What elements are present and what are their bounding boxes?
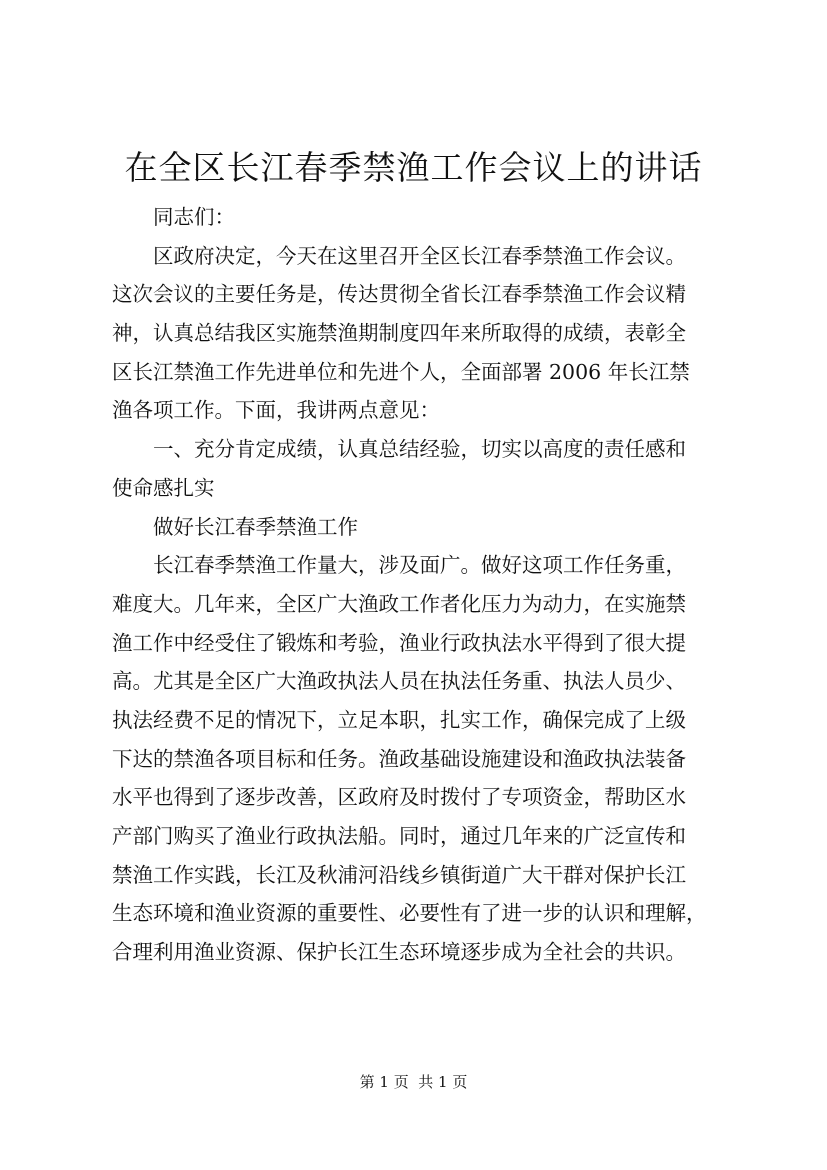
paragraph-line: 渔各项工作。下面，我讲两点意见：: [112, 398, 440, 423]
paragraph-line: 渔工作中经受住了锻炼和考验，渔业行政执法水平得到了很大提: [112, 630, 686, 655]
page-number-footer: 第 1 页 共 1 页: [359, 1073, 468, 1091]
paragraph-line: 合理利用渔业资源、保护长江生态环境逐步成为全社会的共识。: [112, 940, 686, 965]
paragraph-line: 高。尤其是全区广大渔政执法人员在执法任务重、执法人员少、: [112, 669, 686, 694]
section-heading-line: 一、充分肯定成绩，认真总结经验，切实以高度的责任感和: [153, 437, 686, 462]
paragraph-line: 执法经费不足的情况下，立足本职，扎实工作，确保完成了上级: [112, 707, 686, 732]
section-heading-line: 做好长江春季禁渔工作: [153, 514, 358, 539]
section-heading-line: 使命感扎实: [112, 475, 215, 500]
document-title: 在全区长江春季禁渔工作会议上的讲话: [124, 148, 703, 187]
paragraph-line: 产部门购买了渔业行政执法船。同时，通过几年来的广泛宣传和: [112, 824, 686, 848]
paragraph-line: 这次会议的主要任务是，传达贯彻全省长江春季禁渔工作会议精: [112, 282, 686, 307]
paragraph-line: 神，认真总结我区实施禁渔期制度四年来所取得的成绩，表彰全: [112, 321, 686, 346]
paragraph-line: 长江春季禁渔工作量大，涉及面广。做好这项工作任务重，: [153, 553, 686, 578]
document-body: [112, 198, 740, 972]
paragraph-line: 水平也得到了逐步改善，区政府及时拨付了专项资金，帮助区水: [112, 785, 686, 810]
paragraph-line: 难度大。几年来，全区广大渔政工作者化压力为动力，在实施禁: [112, 591, 686, 616]
paragraph-line: 区政府决定，今天在这里召开全区长江春季禁渔工作会议。: [153, 243, 686, 268]
paragraph-line: 下达的禁渔各项目标和任务。渔政基础设施建设和渔政执法装备: [112, 746, 686, 771]
paragraph-line: 区长江禁渔工作先进单位和先进个人，全面部署 2006 年长江禁: [112, 359, 690, 384]
paragraph-line: 禁渔工作实践，长江及秋浦河沿线乡镇街道广大干群对保护长江: [112, 862, 686, 887]
paragraph-line: 生态环境和渔业资源的重要性、必要性有了进一步的认识和理解，: [112, 901, 707, 926]
salutation-line: 同志们：: [153, 205, 235, 229]
